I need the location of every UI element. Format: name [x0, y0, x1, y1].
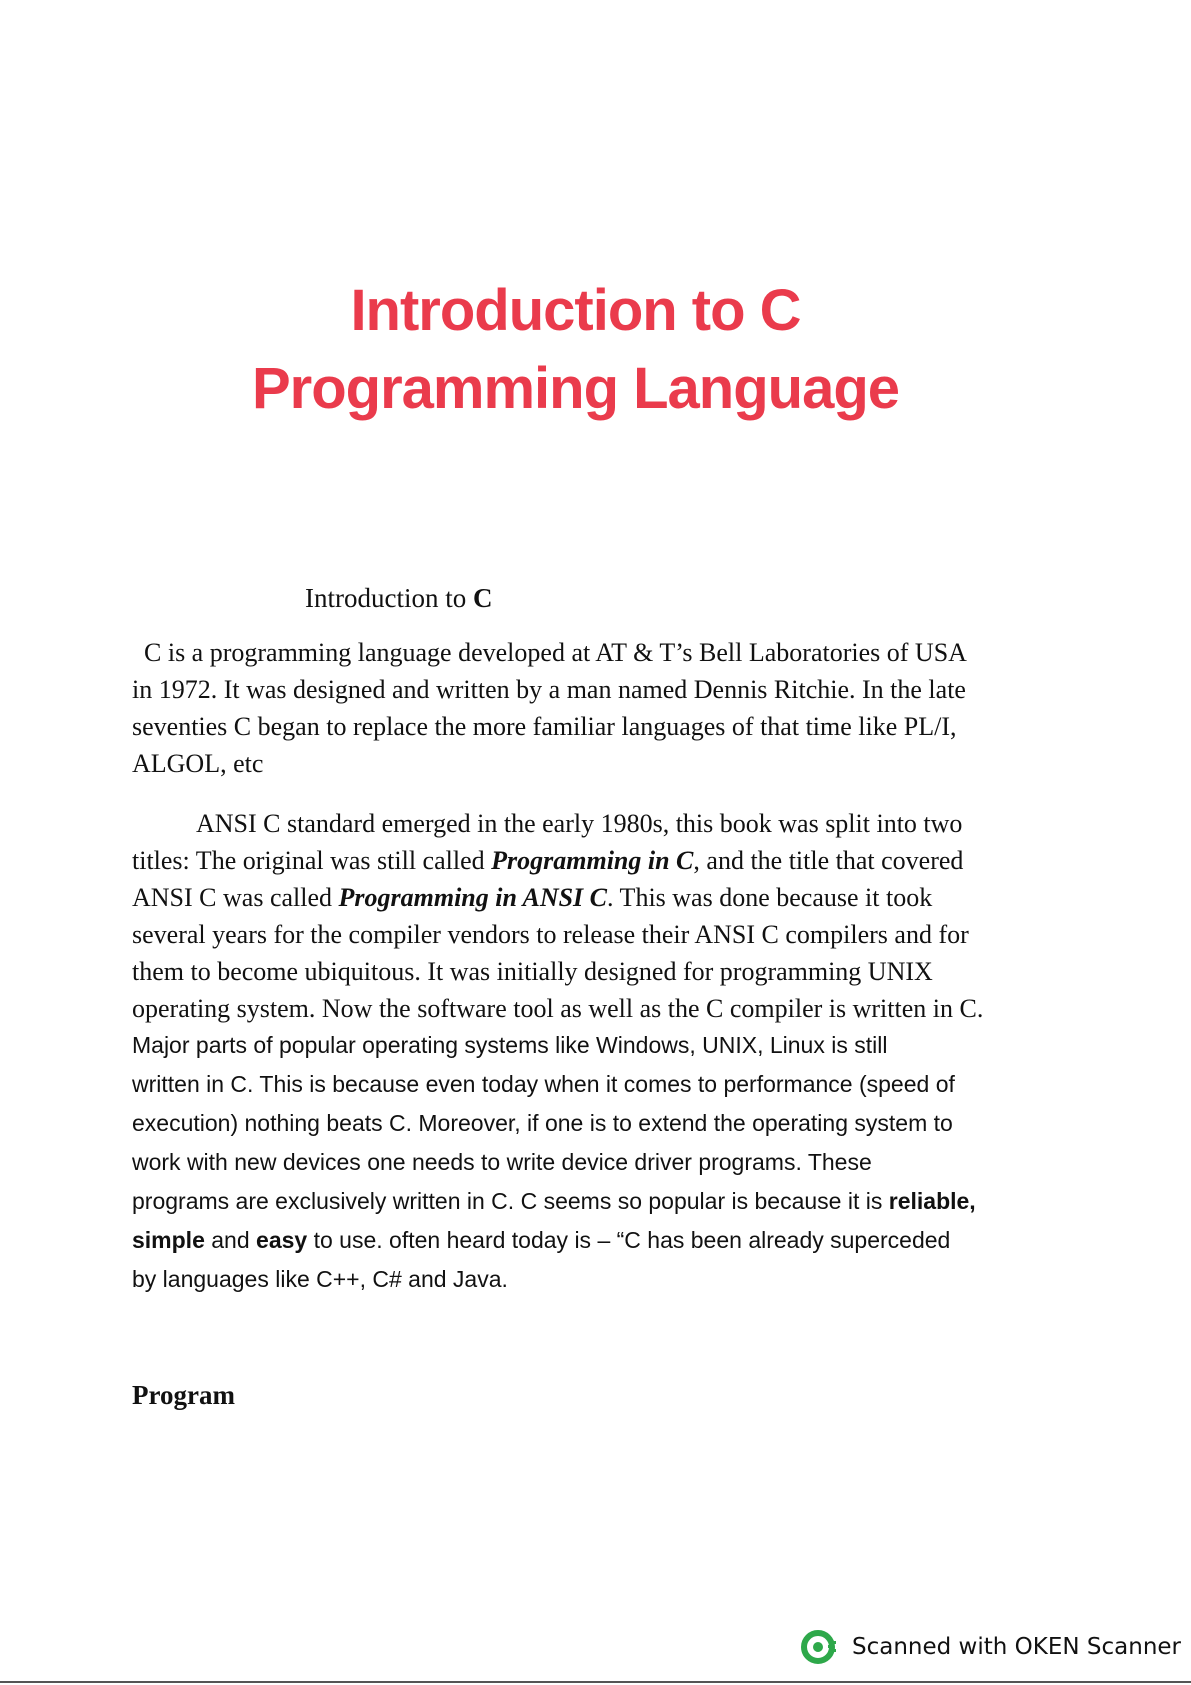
section-heading-letter: C — [472, 583, 493, 613]
paragraph-1-line: ALGOL, etc — [132, 749, 264, 778]
paragraph-3-line: Major parts of popular operating systems like Windows, UNIX, Linux is still — [132, 1032, 888, 1058]
paragraph-3 — [132, 1026, 1062, 1299]
paragraph-1 — [132, 634, 1062, 782]
paragraph-3-text: to use. often heard today is – “C has been already superceded — [307, 1227, 951, 1253]
paragraph-3-line — [132, 1182, 1062, 1221]
title-line-2: Programming Language — [251, 356, 900, 421]
paragraph-2-line: several years for the compiler vendors to release their ANSI C compilers and for — [132, 920, 969, 949]
paragraph-1-line: seventies C began to replace the more familiar languages of that time like PL/I, — [132, 712, 957, 741]
paragraph-2-text: titles: The original was still called — [132, 846, 492, 875]
section-heading — [305, 580, 492, 616]
section-heading-text: Introduction to — [305, 583, 467, 613]
scanner-watermark — [800, 1627, 1181, 1667]
emphasis-reliable: reliable, — [888, 1188, 976, 1214]
paragraph-3-line: written in C. This is because even today when it comes to performance (speed of — [132, 1071, 955, 1097]
paragraph-2-line — [132, 879, 1062, 916]
paragraph-3-line: work with new devices one needs to write device driver programs. These — [132, 1149, 872, 1175]
program-heading: Program — [132, 1380, 235, 1410]
page-bottom-edge — [0, 1681, 1191, 1683]
emphasis-easy: easy — [256, 1227, 308, 1253]
scanner-watermark-text: Scanned with OKEN Scanner — [852, 1634, 1181, 1660]
paragraph-3-line: execution) nothing beats C. Moreover, if one is to extend the operating system to — [132, 1110, 953, 1136]
oken-scanner-logo-icon — [800, 1627, 840, 1667]
book-title-programming-in-ansi-c: Programming in ANSI C — [338, 883, 608, 912]
paragraph-2-text: ANSI C was called — [132, 883, 339, 912]
paragraph-2-line: operating system. Now the software tool as well as the C compiler is written in C. — [132, 994, 984, 1023]
document-title — [0, 272, 1151, 428]
paragraph-2-text: , and the title that covered — [693, 846, 964, 875]
paragraph-2-line: them to become ubiquitous. It was initially designed for programming UNIX — [132, 957, 933, 986]
paragraph-2-text: . This was done because it took — [607, 883, 933, 912]
paragraph-2-line: ANSI C standard emerged in the early 1980s, this book was split into two — [196, 809, 963, 838]
paragraph-1-line: C is a programming language developed at AT & T’s Bell Laboratories of USA — [144, 638, 967, 667]
paragraph-3-line — [132, 1221, 1062, 1260]
paragraph-2 — [132, 805, 1062, 1027]
paragraph-3-text: programs are exclusively written in C. C seems so popular is because it is — [132, 1188, 889, 1214]
paragraph-3-text: and — [204, 1227, 257, 1253]
paragraph-2-line — [132, 842, 1062, 879]
emphasis-simple: simple — [132, 1227, 205, 1253]
book-title-programming-in-c: Programming in C — [491, 846, 694, 875]
paragraph-1-line: in 1972. It was designed and written by a man named Dennis Ritchie. In the late — [132, 675, 966, 704]
paragraph-3-line: by languages like C++, C# and Java. — [132, 1266, 508, 1292]
title-line-1: Introduction to C — [350, 278, 801, 343]
